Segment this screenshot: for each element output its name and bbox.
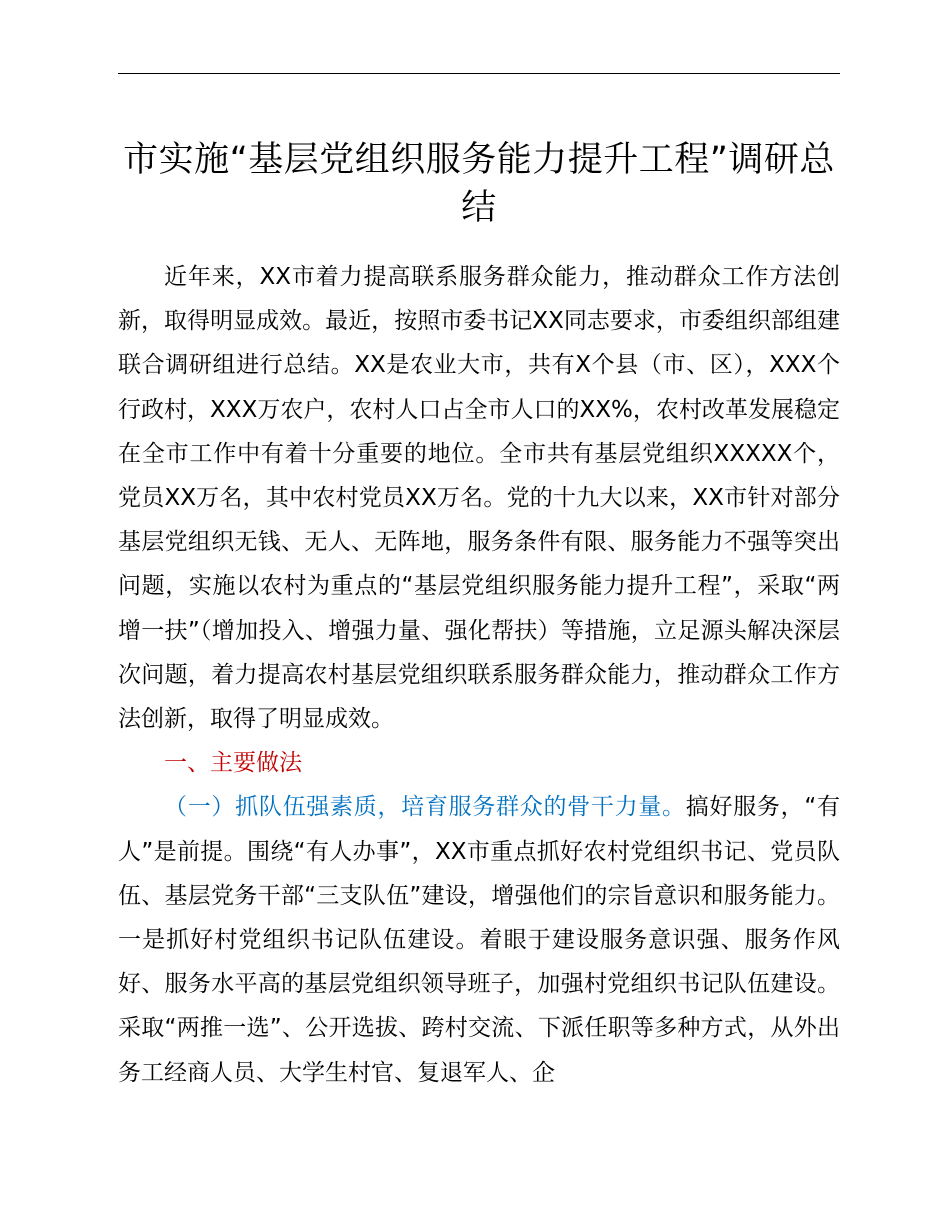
section-heading: 一、主要做法	[164, 750, 302, 777]
subsection-heading: （一）抓队伍强素质，培育服务群众的骨干力量。	[164, 794, 686, 821]
subsection-paragraph	[118, 785, 840, 1094]
intro-paragraph: 近年来，XX市着力提高联系服务群众能力，推动群众工作方法创新，取得明显成效。最近，按照市委书记XX同志要求，市委组织部组建联合调研组进行总结。XX是农业大市，共有X个县（市、区），XXX个行政村，XXX万农户，农村人口占全市人口的XX%，农村改革发展稳定在全市工作中有着十分重要的地位。全市共有基层党组织XXXXX个，党员XX万名，其中农村党员XX万名。党的十九大以来，XX市针对部分基层党组织无钱、无人、无阵地，服务条件有限、服务能力不强等突出问题，实施以农村为重点的“基层党组织服务能力提升工程”，采取“两增一扶”（增加投入、增强力量、强化帮扶）等措施，立足源头解决深层次问题，着力提高农村基层党组织联系服务群众能力，推动群众工作方法创新，取得了明显成效。	[118, 264, 840, 733]
document-body	[118, 255, 840, 1095]
subsection-text: 搞好服务，“有人”是前提。围绕“有人办事”，XX市重点抓好农村党组织书记、党员队伍、基层党务干部“三支队伍”建设，增强他们的宗旨意识和服务能力。一是抓好村党组织书记队伍建设。着眼于建设服务意识强、服务作风好、服务水平高的基层党组织领导班子，加强村党组织书记队伍建设。采取“两推一选”、公开选拔、跨村交流、下派任职等多种方式，从外出务工经商人员、大学生村官、复退军人、企	[118, 794, 840, 1086]
header-rule	[118, 73, 840, 74]
document-title: 市实施“基层党组织服务能力提升工程”调研总结	[123, 140, 835, 228]
